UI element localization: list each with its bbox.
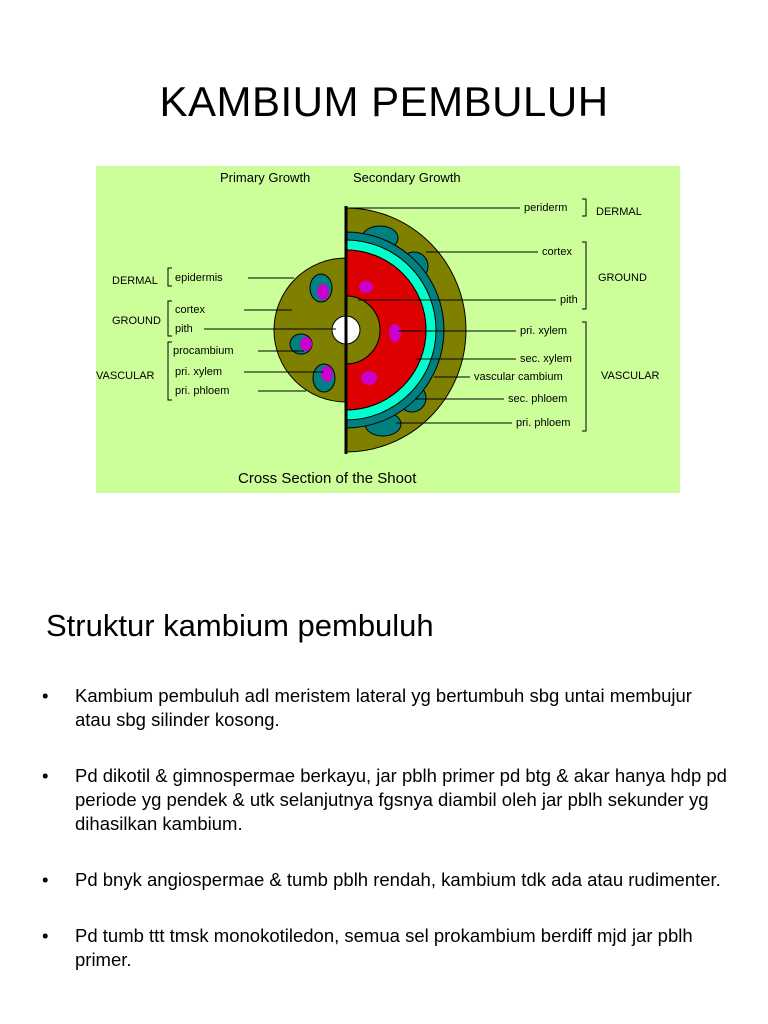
- bullet-dot: •: [42, 869, 49, 890]
- bullet-text: Pd bnyk angiospermae & tumb pblh rendah, kambium tdk ada atau rudimenter.: [75, 869, 721, 890]
- left-group-vascular: VASCULAR: [96, 370, 155, 382]
- vascular-bundle: [321, 366, 333, 382]
- right-group-vascular: VASCULAR: [601, 370, 660, 382]
- right-label-pri-xylem: pri. xylem: [520, 325, 568, 337]
- right-label-vascular-cambium: vascular cambium: [474, 371, 563, 383]
- right-label-cortex: cortex: [542, 246, 572, 258]
- bullet-item: [40, 868, 730, 892]
- bullet-list: [40, 684, 730, 972]
- bullet-text: Pd tumb ttt tmsk monokotiledon, semua sel prokambium berdiff mjd jar pblh primer.: [75, 925, 693, 970]
- left-label-pith: pith: [175, 323, 193, 335]
- right-label-pri-phloem: pri. phloem: [516, 417, 571, 429]
- right-label-periderm: periderm: [524, 202, 568, 214]
- diagram-caption: Cross Section of the Shoot: [238, 470, 417, 487]
- xylem-spot: [389, 324, 401, 342]
- bullet-item: [40, 924, 730, 972]
- right-group-dermal: DERMAL: [596, 206, 642, 218]
- left-label-procambium: procambium: [173, 345, 234, 357]
- right-label-pith: pith: [560, 294, 578, 306]
- bullet-dot: •: [42, 685, 49, 706]
- left-label-cortex: cortex: [175, 304, 205, 316]
- left-group-dermal: DERMAL: [112, 275, 158, 287]
- bullet-dot: •: [42, 925, 49, 946]
- bullet-text: Pd dikotil & gimnospermae berkayu, jar pblh primer pd btg & akar hanya hdp pd periode yg pendek & utk selanjutnya fgsnya diambil oleh jar pblh sekunder yg dihasilkan kambium.: [75, 765, 727, 834]
- shoot-cross-section-diagram: [96, 166, 680, 493]
- section-subtitle: Struktur kambium pembuluh: [46, 608, 434, 643]
- left-label-epidermis: epidermis: [175, 272, 223, 284]
- bullet-text: Kambium pembuluh adl meristem lateral yg bertumbuh sbg untai membujur atau sbg silinder kosong.: [75, 685, 692, 730]
- vascular-bundle: [300, 337, 312, 351]
- right-label-sec-xylem: sec. xylem: [520, 353, 572, 365]
- page-title: KAMBIUM PEMBULUH: [159, 78, 609, 125]
- right-label-sec-phloem: sec. phloem: [508, 393, 568, 405]
- header-secondary-growth: Secondary Growth: [353, 170, 461, 185]
- right-group-ground: GROUND: [598, 272, 647, 284]
- bullet-dot: •: [42, 765, 49, 786]
- left-group-ground: GROUND: [112, 315, 161, 327]
- bullet-item: [40, 764, 730, 836]
- xylem-spot: [359, 281, 373, 293]
- bullet-item: [40, 684, 730, 732]
- xylem-spot: [361, 371, 377, 385]
- vascular-bundle: [317, 284, 329, 300]
- left-label-pri-phloem: pri. phloem: [175, 385, 230, 397]
- left-label-pri-xylem: pri. xylem: [175, 366, 223, 378]
- header-primary-growth: Primary Growth: [220, 170, 311, 185]
